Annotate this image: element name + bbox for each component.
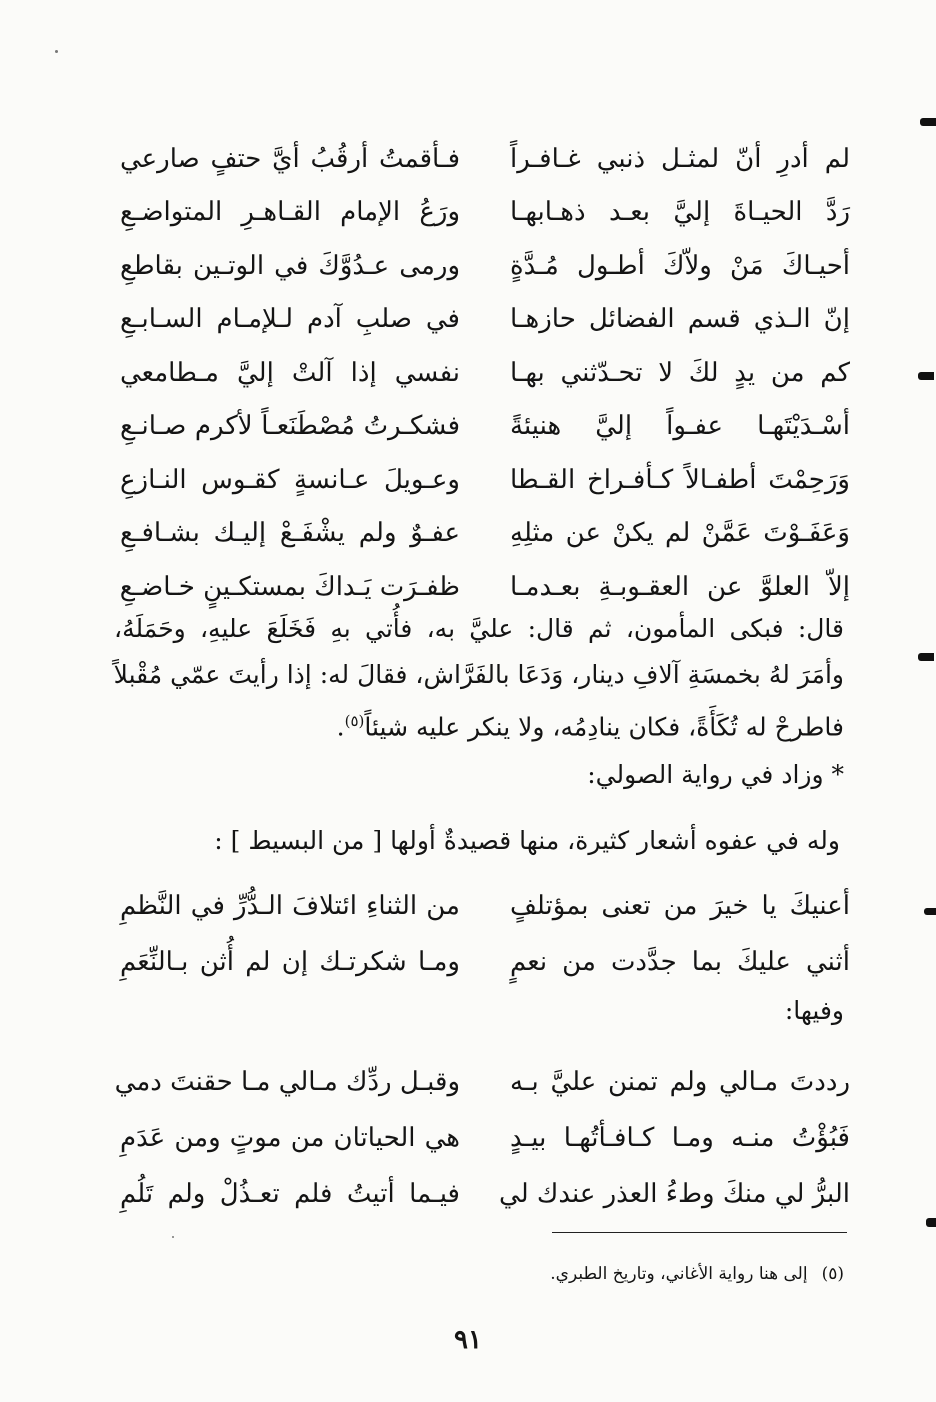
poem-block-2 [120, 878, 850, 990]
verse-first-hemistich: أسْـدَيْتَهـا عفـواً إليَّ هنيئةً [510, 411, 850, 442]
verse-line [120, 346, 850, 400]
verse-second-hemistich: فيـما أتيتُ فلم تعـذُلْ ولم تَلُمِ [120, 1179, 460, 1209]
verse-first-hemistich: فَبُؤْتُ منـه ومـا كـافـأتُهـا بيـدٍ [510, 1123, 850, 1153]
verse-line [120, 507, 850, 561]
verse-first-hemistich: أثني عليكَ بما جدَّدت من نعمٍ [510, 947, 850, 977]
footnote-number: (٥) [821, 1264, 844, 1284]
footnote [550, 1264, 844, 1284]
page-number: ٩١ [454, 1325, 482, 1355]
poem-block-3 [114, 1054, 850, 1222]
verse-second-hemistich: ورَعُ الإمام القـاهـرِ المتواضـعِ [120, 197, 460, 228]
prose-line-end: . [336, 712, 345, 742]
scan-edge-mark [926, 1218, 936, 1227]
section-note-line: * وزاد في رواية الصولي: [587, 760, 844, 789]
verse-first-hemistich: أحيـاكَ مَنْ ولاّكَ أطـول مُـدَّةٍ [510, 250, 850, 281]
verse-second-hemistich: نفسي إذا آلتْ إليَّ مـطامعي [120, 357, 460, 388]
scan-speck [55, 50, 58, 53]
verse-second-hemistich: عفـوٌ ولم يشْفَـعْ إليـك بشـافـعِ [120, 518, 460, 549]
poem-block-1 [120, 132, 850, 614]
verse-second-hemistich: من الثناءِ ائتلافَ الـدُّرِّ في النَّظمِ [120, 891, 460, 921]
verse-second-hemistich: وقبـل ردِّك مـالي مـا حقنتَ دمي [114, 1067, 460, 1097]
scan-edge-mark [918, 653, 934, 661]
verse-second-hemistich: ظفـرَت يَـداكَ بمستكـينٍ خـاضـعِ [119, 571, 460, 602]
scan-edge-mark [918, 372, 934, 380]
verse-line [120, 934, 850, 990]
verse-second-hemistich: وعـويلَ عـانسةٍ كقـوس النـازعِ [120, 464, 460, 495]
verse-line [120, 293, 850, 347]
prose-line: وأمَرَ لهُ بخمسَةِ آلافِ دينار، وَدَعَا بالفَرَّاش، فقالَ له: إذا رأيتَ عمّي مُقْبلاً [113, 660, 844, 689]
verse-line [120, 1110, 850, 1166]
intro-line: وله في عفوه أشعار كثيرة، منها قصيدةٌ أولها [ من البسيط ] : [214, 826, 840, 855]
verse-first-hemistich: إنّ الـذي قسم الفضائل حازهـا [510, 304, 850, 335]
scan-speck [172, 1236, 174, 1238]
footnote-divider [552, 1232, 847, 1233]
wafiha-label: وفيها: [784, 996, 844, 1025]
scan-edge-mark [924, 908, 936, 915]
prose-line: قال: فبكى المأمون، ثم قال: عليَّ به، فأُتي بهِ فَخَلَعَ عليهِ، وحَمَلَهُ، [114, 614, 844, 643]
verse-second-hemistich: ورمى عـدُوَّكَ في الوتـين بقاطعِ [120, 250, 460, 281]
verse-first-hemistich: وَرَحِمْتَ أطفـالاً كـأفـراخ القـطا [510, 464, 850, 495]
verse-first-hemistich: وَعَفَـوْتَ عَمَّنْ لم يكنْ عن مثلِهِ [510, 518, 850, 549]
prose-paragraph [114, 606, 844, 744]
scan-edge-mark [920, 118, 936, 126]
verse-line [114, 1054, 850, 1110]
prose-line-text: فاطرحْ له تُكَأَةً، فكان ينادِمُه، ولا ينكر عليه شيئاً [364, 712, 844, 742]
verse-first-hemistich: إلاّ العلوَّ عن العقـوبـةِ بعـدمـا [510, 571, 850, 602]
verse-first-hemistich: رَدَّ الحيـاةَ إليَّ بعـد ذهـابهـا [510, 197, 850, 228]
verse-first-hemistich: أعنيكَ يا خيرَ من تعنى بمؤتلفٍ [510, 891, 850, 921]
verse-first-hemistich: البرُّ لي منكَ وطءُ العذر عندك لي [499, 1179, 850, 1209]
verse-first-hemistich: رددتَ مـالي ولم تمنن عليَّ بـه [510, 1067, 850, 1097]
verse-line [120, 1166, 850, 1222]
verse-second-hemistich: فـأقمتُ أرقُبُ أيَّ حتفٍ صارعي [120, 143, 460, 174]
verse-second-hemistich: في صلبِ آدم لـلإمـام السـابـعِ [120, 304, 460, 335]
verse-second-hemistich: هي الحياتان من موتٍ ومن عَدَمِ [120, 1123, 460, 1153]
footnote-reference: (٥) [344, 712, 365, 730]
verse-line [120, 239, 850, 293]
verse-line [120, 400, 850, 454]
footnote-text: إلى هنا رواية الأغاني، وتاريخ الطبري. [550, 1264, 808, 1284]
verse-line [120, 186, 850, 240]
verse-first-hemistich: كم من يدٍ لكَ لا تحـدّثني بهـا [510, 357, 850, 388]
verse-line [120, 878, 850, 934]
verse-line [120, 132, 850, 186]
verse-second-hemistich: فشكـرتُ مُصْطَنَعـاً لأكرم صـانـعِ [120, 411, 460, 442]
prose-line-last [114, 698, 844, 744]
verse-second-hemistich: ومـا شكرتـك إن لم أُثن بـالنِّعَمِ [120, 947, 460, 977]
verse-line [120, 453, 850, 507]
verse-first-hemistich: لم أدرِ أنّ لمثـل ذنبي غـافـراً [510, 143, 850, 174]
